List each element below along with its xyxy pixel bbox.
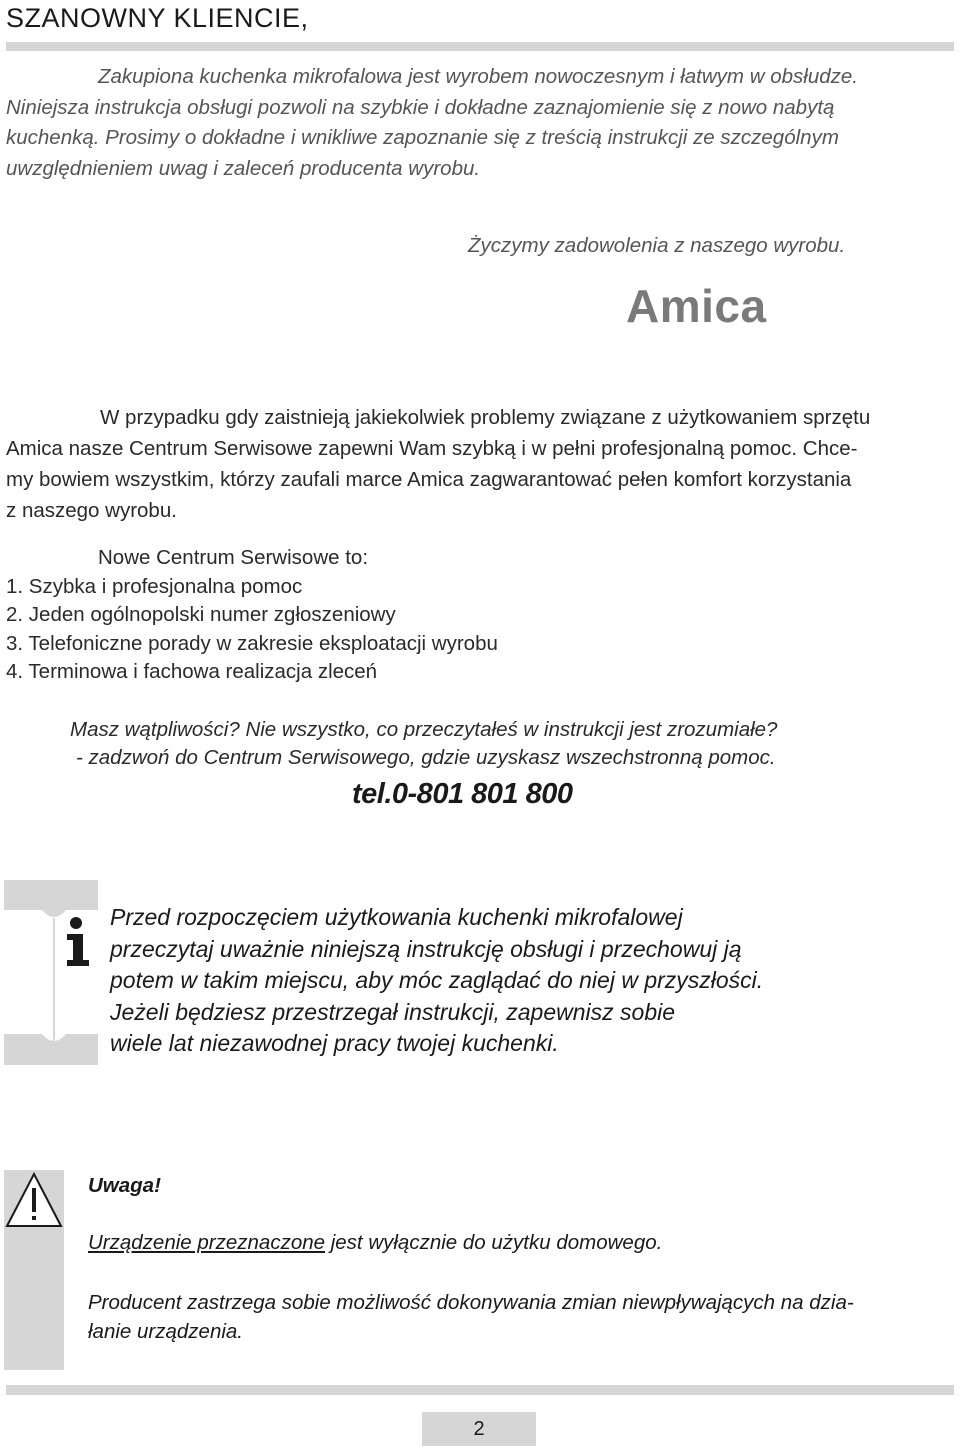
warning-underlined-text: Urządzenie przeznaczone <box>88 1231 326 1254</box>
warning-title: Uwaga! <box>88 1174 161 1197</box>
info-line: Przed rozpoczęciem użytkowania kuchenki mikrofalowej <box>110 904 683 930</box>
warning-producer-note <box>88 1288 956 1346</box>
warning-line: Producent zastrzega sobie możliwość dokonywania zmian niewpływających na dzia- <box>88 1291 854 1314</box>
question-text: Masz wątpliwości? Nie wszystko, co przeczytałeś w instrukcji jest zrozumiałe? <box>70 718 778 741</box>
list-item: 1. Szybka i profesjonalna pomoc <box>6 574 303 598</box>
wish-text: Życzymy zadowolenia z naszego wyrobu. <box>468 234 846 257</box>
service-center-list <box>6 544 498 687</box>
list-item: 3. Telefoniczne porady w zakresie eksploatacji wyrobu <box>6 631 498 655</box>
intro-paragraph <box>6 62 956 184</box>
warning-triangle-icon <box>4 1170 64 1235</box>
info-line: przeczytaj uważnie niniejszą instrukcję obsługi i przechowuj ją <box>110 935 742 962</box>
service-line: W przypadku gdy zaistnieją jakiekolwiek problemy związane z użytkowaniem sprzętu <box>100 406 871 429</box>
service-paragraph <box>6 402 956 526</box>
bottom-divider-bar <box>6 1385 954 1395</box>
warning-line: łanie urządzenia. <box>88 1320 243 1343</box>
call-text: - zadzwoń do Centrum Serwisowego, gdzie uzyskasz wszechstronną pomoc. <box>76 746 776 769</box>
warning-text: jest wyłącznie do użytku domowego. <box>325 1231 663 1254</box>
phone-number: tel.0-801 801 800 <box>352 778 573 810</box>
info-book-icon <box>4 898 104 1053</box>
service-center-heading: Nowe Centrum Serwisowe to: <box>98 546 369 569</box>
warning-usage-note <box>88 1231 662 1255</box>
service-line: z naszego wyrobu. <box>6 499 177 522</box>
info-line: Jeżeli będziesz przestrzegał instrukcji, zapewnisz sobie <box>110 998 676 1025</box>
intro-line: kuchenką. Prosimy o dokładne i wnikliwe zapoznanie się z treścią instrukcji ze szczególnym <box>6 126 839 149</box>
list-item: 4. Terminowa i fachowa realizacja zleceń <box>6 660 378 683</box>
info-paragraph <box>110 902 763 1060</box>
page-number: 2 <box>422 1412 536 1446</box>
intro-line: Zakupiona kuchenka mikrofalowa jest wyrobem nowoczesnym i łatwym w obsłudze. <box>98 65 858 88</box>
intro-line: Niniejsza instrukcja obsługi pozwoli na szybkie i dokładne zaznajomienie się z nowo nabytą <box>6 95 835 119</box>
info-line: potem w takim miejscu, aby móc zaglądać do niej w przyszłości. <box>110 967 764 993</box>
amica-logo: Amica <box>626 280 767 332</box>
list-item: 2. Jeden ogólnopolski numer zgłoszeniowy <box>6 603 396 626</box>
top-divider-bar <box>6 42 954 51</box>
intro-line: uwzględnieniem uwag i zaleceń producenta wyrobu. <box>6 156 481 180</box>
service-line: Amica nasze Centrum Serwisowe zapewni Wam szybką i w pełni profesjonalną pomoc. Chce- <box>6 437 858 460</box>
page-title: SZANOWNY KLIENCIE, <box>6 3 309 33</box>
info-line: wiele lat niezawodnej pracy twojej kuchenki. <box>110 1030 559 1056</box>
service-line: my bowiem wszystkim, którzy zaufali marce Amica zagwarantować pełen komfort korzystania <box>6 468 852 491</box>
